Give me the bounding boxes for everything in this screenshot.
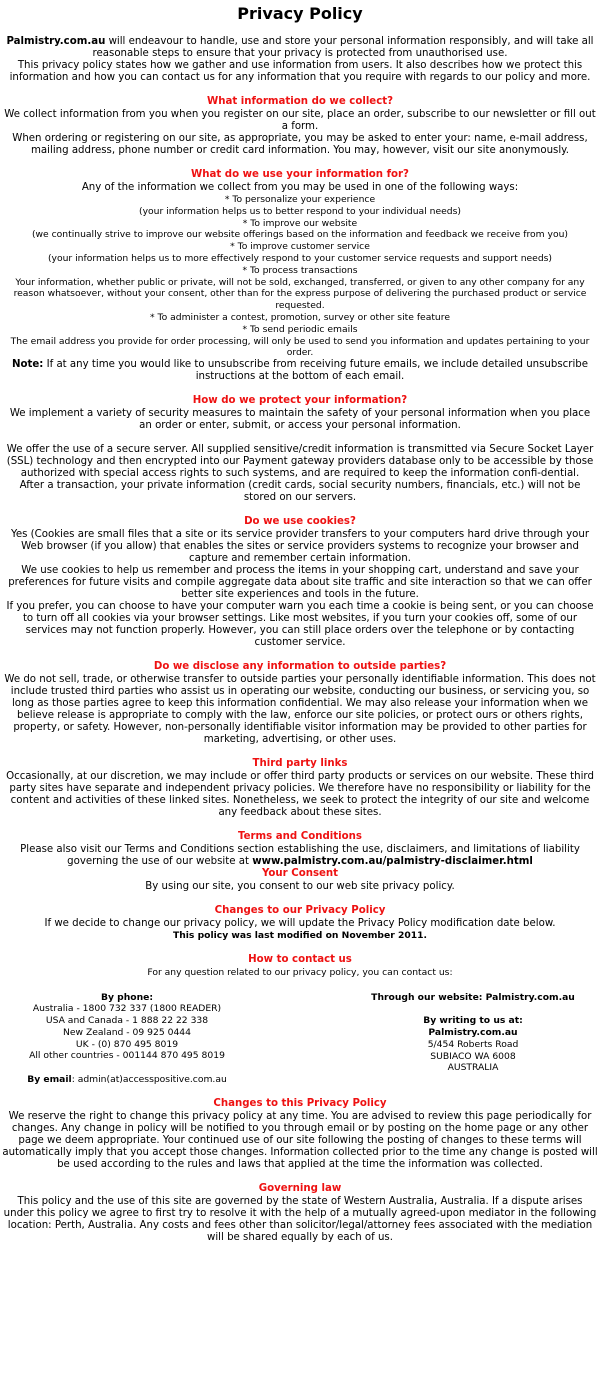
section-title-changes-our: Changes to our Privacy Policy [214,905,386,917]
use-item: * To process transactions [242,264,358,276]
terms-url: www.palmistry.com.au/palmistry-disclaimer.html [252,856,533,868]
use-item: * To administer a contest, promotion, survey or other site feature [150,311,450,323]
contact-lead: For any question related to our privacy policy, you can contact us: [147,966,453,978]
governing-law-paragraph: This policy and the use of this site are governed by the state of Western Australia, Australia. If a dispute arises under this policy we agree to first try to resolve it with the help of a mutually agreed-upon mediator in the following location: Perth, Australia. Any costs and fees other than solicitor/legal/attorney fees associated with the mediation will be shared equally by each of us. [3,1195,597,1243]
changes-our-paragraph: If we decide to change our privacy policy, we will update the Privacy Policy modification date below. [44,918,556,930]
phone-line: All other countries - 001144 870 495 8019 [29,1050,225,1062]
disclose-paragraph: We do not sell, trade, or otherwise transfer to outside parties your personally identifiable information. This does not include trusted third parties who assist us in operating our website, conducting our business, or servicing you, so long as those parties agree to keep this information confidential. We may also release your information when we believe release is appropriate to comply with the law, enforce our site policies, or protect ours or others rights, property, or safety. However, non-personally identifiable visitor information may be provided to other parties for marketing, advertising, or other uses. [4,674,596,746]
email-label: By email [27,1073,72,1085]
spacer [2,432,598,444]
terms-paragraph: Please also visit our Terms and Conditions section establishing the use, disclaimers, and limitations of liability governing the use of our website at www.palmistry.com.au/palmistry-disclaimer.html [20,844,580,868]
consent-paragraph: By using our site, you consent to our web site privacy policy. [145,881,455,893]
section-title-terms: Terms and Conditions [238,831,362,843]
use-item: (your information helps us to more effectively respond to your customer service requests and support needs) [47,252,553,264]
website-label: Through our website: Palmistry.com.au [371,991,575,1003]
use-item: Your information, whether public or private, will not be sold, exchanged, transferred, or given to any other company for any reason whatsoever, without your consent, other than for the express purpose of delivering the purchased product or service requested. [13,276,587,312]
cookies-paragraph-1: Yes (Cookies are small files that a site or its service provider transfers to your computers hard drive through your Web browser (if you allow) that enables the sites or service providers systems to recognize your browser and capture and remember certain information. [10,529,590,565]
changes-this-paragraph: We reserve the right to change this privacy policy at any time. You are advised to review this page periodically for changes. Any change in policy will be notified to you through email or by posting on the home page or any other page we deem appropriate. Your continued use of our site following the posting of changes to these terms will automatically imply that you accept those changes. Information collected prior to the time any change is posted will be used according to the rules and laws that applied at the time the information was collected. [2,1110,598,1170]
section-title-cookies: Do we use cookies? [244,516,356,528]
protect-paragraph-2: We offer the use of a secure server. All supplied sensitive/credit information is transmitted via Secure Socket Layer (SSL) technology and then encrypted into our Payment gateway providers database only to be accessible by those authorized with special access rights to such systems, and are required to keep the information confi-dential. [6,444,594,480]
protect-paragraph-1: We implement a variety of security measures to maintain the safety of your personal information when you place an order or enter, submit, or access your personal information. [9,408,591,432]
use-item: * To improve our website [242,217,358,229]
use-item: (your information helps us to better respond to your individual needs) [139,205,461,217]
phone-line: USA and Canada - 1 888 22 22 338 [45,1015,209,1027]
phone-label: By phone: [100,991,154,1003]
phone-line: New Zealand - 09 925 0444 [63,1026,191,1038]
brand-name: Palmistry.com.au [6,36,106,47]
section-title-consent: Your Consent [261,868,339,880]
section-title-collect: What information do we collect? [206,96,394,107]
address-line: 5/454 Roberts Road [427,1038,519,1050]
use-item: The email address you provide for order processing, will only be used to send you information and updates pertaining to your order. [10,335,590,359]
last-modified: This policy was last modified on November 2011. [172,930,428,942]
use-item: * To personalize your experience [224,194,376,205]
cookies-paragraph-3: If you prefer, you can choose to have your computer warn you each time a cookie is being sent, or you can choose to turn off all cookies via your browser settings. Like most websites, if you turn your cookies off, some of our services may not function properly. However, you can still place orders over the telephone or by contacting customer service. [6,601,594,649]
use-list [2,194,598,359]
use-item: * To send periodic emails [242,323,358,335]
intro-paragraph-2: This privacy policy states how we gather and use information from users. It also describes how we protect this information and how you can contact us for any information that you require with regards to our policy and more. [9,60,591,83]
section-title-third-party: Third party links [252,758,348,770]
use-note: Note: If at any time you would like to unsubscribe from receiving future emails, we include detailed unsubscribe instructions at the bottom of each email. [11,359,589,383]
email-value: : admin(at)accesspositive.com.au [71,1073,227,1085]
cookies-paragraph-2: We use cookies to help us remember and process the items in your shopping cart, understand and save your preferences for future visits and compile aggregate data about site traffic and site interaction so that we can offer better site experiences and tools in the future. [8,565,592,601]
spacer [348,1003,598,1015]
collect-paragraph-1: We collect information from you when you register on our site, place an order, subscribe to our newsletter or fill out a form. [4,109,596,132]
use-item: * To improve customer service [230,241,370,253]
section-title-contact: How to contact us [248,953,352,965]
phone-line: UK - (0) 870 495 8019 [75,1038,179,1050]
use-lead: Any of the information we collect from you may be used in one of the following ways: [81,182,519,193]
section-title-protect: How do we protect your information? [192,395,408,407]
page-title: Privacy Policy [237,4,363,23]
address-line: AUSTRALIA [447,1062,499,1074]
third-party-paragraph: Occasionally, at our discretion, we may include or offer third party products or services on our website. These third party sites have separate and independent privacy policies. We therefore have no responsibility or liability for the content and activities of these linked sites. Nonetheless, we seek to protect the integrity of our site and welcome any feedback about these sites. [6,771,594,819]
contact-address-column [348,992,598,1086]
contact-details [2,992,598,1086]
writing-label: By writing to us at: [423,1015,523,1027]
use-item: (we continually strive to improve our website offerings based on the information and feedback we receive from you) [31,229,569,241]
section-title-use: What do we use your information for? [191,169,409,180]
phone-line: Australia - 1800 732 337 (1800 READER) [32,1003,222,1015]
section-title-governing-law: Governing law [258,1182,342,1194]
spacer [2,1062,252,1074]
address-name: Palmistry.com.au [428,1027,518,1039]
section-title-changes-this: Changes to this Privacy Policy [213,1097,387,1109]
intro-paragraph-1: Palmistry.com.au will endeavour to handle, use and store your personal information responsibly, and will take all reasonable steps to ensure that your privacy is protected from unauthorised use. [6,36,594,59]
protect-paragraph-3: After a transaction, your private information (credit cards, social security numbers, financials, etc.) will not be stored on our servers. [19,480,581,504]
email-line [2,1074,252,1086]
collect-paragraph-2: When ordering or registering on our site, as appropriate, you may be asked to enter your: name, e-mail address, mailing address, phone number or credit card information. You may, however, visit our site anonymously. [12,133,588,156]
section-title-disclose: Do we disclose any information to outside parties? [153,661,447,673]
contact-phone-column [2,992,252,1086]
address-line: SUBIACO WA 6008 [430,1050,516,1062]
note-label: Note: [11,359,44,371]
